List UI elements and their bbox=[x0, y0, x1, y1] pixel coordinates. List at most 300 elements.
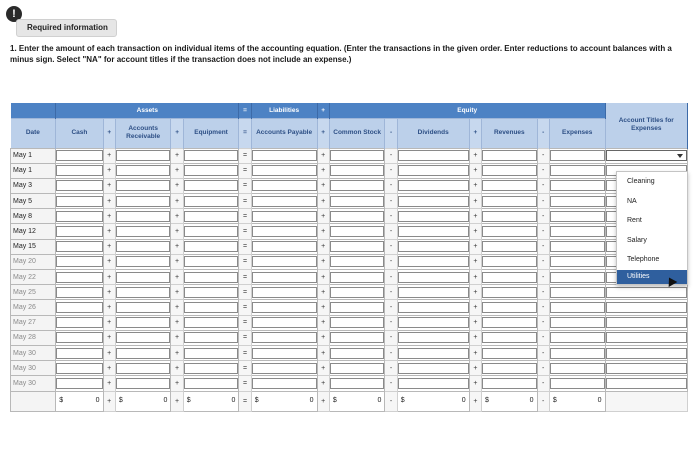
revenues-input[interactable] bbox=[482, 302, 537, 313]
equipment-input[interactable] bbox=[184, 378, 239, 389]
cash-input[interactable] bbox=[56, 211, 102, 222]
expenses-input[interactable] bbox=[550, 332, 605, 343]
plus-operator: + bbox=[103, 254, 115, 269]
common-stock-column-header: Common Stock bbox=[329, 118, 385, 148]
common-stock-input[interactable] bbox=[330, 211, 385, 222]
equals-operator: = bbox=[239, 224, 251, 239]
accounts-receivable-input[interactable] bbox=[116, 180, 171, 191]
equipment-input[interactable] bbox=[184, 363, 239, 374]
plus-operator: + bbox=[103, 270, 115, 285]
plus-operator: + bbox=[469, 391, 481, 411]
equipment-input[interactable] bbox=[184, 287, 239, 298]
column-header-row bbox=[11, 118, 688, 148]
plus-operator: + bbox=[469, 209, 481, 224]
accounts-receivable-input[interactable] bbox=[116, 196, 171, 207]
plus-operator: + bbox=[469, 315, 481, 330]
total-accounts-receivable: $ 0 bbox=[115, 391, 171, 411]
equals-operator: = bbox=[239, 148, 251, 163]
transaction-row bbox=[11, 239, 688, 254]
expenses-input[interactable] bbox=[550, 287, 605, 298]
plus-operator: + bbox=[171, 254, 183, 269]
plus-operator: + bbox=[103, 300, 115, 315]
equipment-input[interactable] bbox=[184, 332, 239, 343]
revenues-input[interactable] bbox=[482, 150, 537, 161]
common-stock-input[interactable] bbox=[330, 180, 385, 191]
transaction-date: May 15 bbox=[11, 239, 56, 254]
plus-operator: + bbox=[317, 315, 329, 330]
equals-operator: = bbox=[239, 285, 251, 300]
transaction-date: May 1 bbox=[11, 163, 56, 178]
cash-input[interactable] bbox=[56, 226, 102, 237]
plus-operator: + bbox=[103, 391, 115, 411]
dropdown-option[interactable]: Cleaning bbox=[627, 178, 655, 185]
account-title-select[interactable] bbox=[606, 332, 687, 343]
cash-input[interactable] bbox=[56, 150, 102, 161]
transaction-rows bbox=[11, 148, 688, 391]
minus-operator: - bbox=[385, 376, 397, 391]
accounts-receivable-input[interactable] bbox=[116, 287, 171, 298]
expenses-input[interactable] bbox=[550, 196, 605, 207]
equipment-input[interactable] bbox=[184, 211, 239, 222]
plus-operator: + bbox=[171, 239, 183, 254]
total-cash: $ 0 bbox=[56, 391, 103, 411]
minus-operator: - bbox=[385, 300, 397, 315]
minus-operator: - bbox=[537, 345, 549, 360]
plus-operator: + bbox=[469, 345, 481, 360]
minus-operator: - bbox=[385, 148, 397, 163]
accounts-payable-input[interactable] bbox=[252, 287, 317, 298]
equity-group-header: Equity bbox=[329, 103, 605, 118]
equals-operator: = bbox=[239, 178, 251, 193]
minus-operator: - bbox=[537, 376, 549, 391]
transaction-row bbox=[11, 270, 688, 285]
revenues-input[interactable] bbox=[482, 256, 537, 267]
transaction-date: May 12 bbox=[11, 224, 56, 239]
cash-input[interactable] bbox=[56, 332, 102, 343]
plus-operator: + bbox=[317, 345, 329, 360]
liabilities-group-header: Liabilities bbox=[251, 103, 317, 118]
transaction-row bbox=[11, 330, 688, 345]
minus-operator: - bbox=[385, 163, 397, 178]
equipment-input[interactable] bbox=[184, 226, 239, 237]
plus-operator: + bbox=[171, 194, 183, 209]
instructions-text: 1. Enter the amount of each transaction on individual items of the accounting equation. (Enter the transactions in the given order. Enter reductions to account balances with a minus sign. Select "NA" for account titles if the transaction does not include an expense.) bbox=[10, 44, 672, 64]
plus-operator: + bbox=[469, 163, 481, 178]
accounts-receivable-input[interactable] bbox=[116, 211, 171, 222]
equipment-input[interactable] bbox=[184, 196, 239, 207]
equals-operator: = bbox=[239, 361, 251, 376]
revenues-input[interactable] bbox=[482, 348, 537, 359]
dividends-input[interactable] bbox=[398, 287, 469, 298]
cash-input[interactable] bbox=[56, 363, 102, 374]
equals-operator: = bbox=[239, 270, 251, 285]
revenues-input[interactable] bbox=[482, 241, 537, 252]
accounts-payable-input[interactable] bbox=[252, 378, 317, 389]
plus-operator: + bbox=[171, 209, 183, 224]
accounts-payable-input[interactable] bbox=[252, 180, 317, 191]
minus-operator: - bbox=[537, 300, 549, 315]
accounts-receivable-input[interactable] bbox=[116, 363, 171, 374]
total-expenses: $ 0 bbox=[549, 391, 605, 411]
plus-operator: + bbox=[171, 118, 183, 148]
account-title-select[interactable] bbox=[606, 363, 687, 374]
common-stock-input[interactable] bbox=[330, 226, 385, 237]
account-titles-header: Account Titles for Expenses bbox=[605, 103, 687, 148]
accounts-payable-input[interactable] bbox=[252, 272, 317, 283]
minus-operator: - bbox=[537, 178, 549, 193]
plus-operator: + bbox=[171, 148, 183, 163]
plus-operator: + bbox=[103, 330, 115, 345]
plus-operator: + bbox=[103, 285, 115, 300]
transaction-date: May 30 bbox=[11, 376, 56, 391]
minus-operator: - bbox=[537, 391, 549, 411]
plus-operator: + bbox=[317, 254, 329, 269]
minus-operator: - bbox=[537, 194, 549, 209]
common-stock-input[interactable] bbox=[330, 378, 385, 389]
accounts-payable-input[interactable] bbox=[252, 196, 317, 207]
transaction-date: May 20 bbox=[11, 254, 56, 269]
plus-operator: + bbox=[469, 270, 481, 285]
minus-operator: - bbox=[537, 270, 549, 285]
accounts-payable-input[interactable] bbox=[252, 363, 317, 374]
plus-operator: + bbox=[469, 148, 481, 163]
transaction-date: May 3 bbox=[11, 178, 56, 193]
dividends-column-header: Dividends bbox=[397, 118, 469, 148]
common-stock-input[interactable] bbox=[330, 150, 385, 161]
expenses-input[interactable] bbox=[550, 317, 605, 328]
transaction-row bbox=[11, 254, 688, 269]
accounts-payable-input[interactable] bbox=[252, 226, 317, 237]
expenses-input[interactable] bbox=[550, 348, 605, 359]
accounts-receivable-input[interactable] bbox=[116, 256, 171, 267]
dividends-input[interactable] bbox=[398, 241, 469, 252]
plus-operator: + bbox=[171, 270, 183, 285]
dropdown-option[interactable]: Rent bbox=[627, 217, 642, 224]
equals-operator: = bbox=[239, 391, 251, 411]
minus-operator: - bbox=[385, 254, 397, 269]
plus-operator: + bbox=[103, 315, 115, 330]
accounts-payable-input[interactable] bbox=[252, 211, 317, 222]
plus-operator: + bbox=[469, 361, 481, 376]
cash-input[interactable] bbox=[56, 196, 102, 207]
plus-operator: + bbox=[171, 376, 183, 391]
dividends-input[interactable] bbox=[398, 165, 469, 176]
plus-operator: + bbox=[469, 300, 481, 315]
plus-operator: + bbox=[171, 391, 183, 411]
transaction-row bbox=[11, 345, 688, 360]
equals-operator: = bbox=[239, 345, 251, 360]
transaction-row bbox=[11, 361, 688, 376]
equipment-input[interactable] bbox=[184, 241, 239, 252]
accounts-payable-input[interactable] bbox=[252, 256, 317, 267]
transaction-date: May 25 bbox=[11, 285, 56, 300]
accounts-payable-input[interactable] bbox=[252, 241, 317, 252]
accounts-receivable-input[interactable] bbox=[116, 317, 171, 328]
accounts-payable-column-header: Accounts Payable bbox=[251, 118, 317, 148]
revenues-input[interactable] bbox=[482, 180, 537, 191]
equipment-input[interactable] bbox=[184, 302, 239, 313]
equipment-column-header: Equipment bbox=[183, 118, 239, 148]
expenses-input[interactable] bbox=[550, 226, 605, 237]
minus-operator: - bbox=[537, 361, 549, 376]
equipment-input[interactable] bbox=[184, 150, 239, 161]
cash-input[interactable] bbox=[56, 287, 102, 298]
accounts-receivable-column-header: Accounts Receivable bbox=[115, 118, 171, 148]
equipment-input[interactable] bbox=[184, 348, 239, 359]
plus-operator: + bbox=[171, 285, 183, 300]
total-accounts-payable: $ 0 bbox=[251, 391, 317, 411]
expenses-input[interactable] bbox=[550, 272, 605, 283]
common-stock-input[interactable] bbox=[330, 196, 385, 207]
minus-operator: - bbox=[385, 224, 397, 239]
equipment-input[interactable] bbox=[184, 256, 239, 267]
minus-operator: - bbox=[385, 239, 397, 254]
plus-operator: + bbox=[103, 239, 115, 254]
plus-operator: + bbox=[171, 361, 183, 376]
transaction-date: May 8 bbox=[11, 209, 56, 224]
equals-operator: = bbox=[239, 163, 251, 178]
equals-operator: = bbox=[239, 376, 251, 391]
cash-input[interactable] bbox=[56, 348, 102, 359]
plus-operator: + bbox=[469, 224, 481, 239]
equipment-input[interactable] bbox=[184, 317, 239, 328]
dividends-input[interactable] bbox=[398, 272, 469, 283]
dropdown-option[interactable]: Telephone bbox=[627, 256, 660, 263]
transaction-row bbox=[11, 163, 688, 178]
accounts-payable-input[interactable] bbox=[252, 150, 317, 161]
transaction-row bbox=[11, 300, 688, 315]
plus-operator: + bbox=[171, 345, 183, 360]
minus-operator: - bbox=[537, 148, 549, 163]
common-stock-input[interactable] bbox=[330, 363, 385, 374]
common-stock-input[interactable] bbox=[330, 332, 385, 343]
accounts-receivable-input[interactable] bbox=[116, 302, 171, 313]
plus-operator: + bbox=[469, 239, 481, 254]
revenues-input[interactable] bbox=[482, 363, 537, 374]
revenues-input[interactable] bbox=[482, 332, 537, 343]
plus-operator: + bbox=[171, 163, 183, 178]
dividends-input[interactable] bbox=[398, 211, 469, 222]
total-equipment: $ 0 bbox=[183, 391, 239, 411]
expenses-input[interactable] bbox=[550, 256, 605, 267]
cash-input[interactable] bbox=[56, 378, 102, 389]
plus-operator: + bbox=[317, 224, 329, 239]
dividends-input[interactable] bbox=[398, 363, 469, 374]
equipment-input[interactable] bbox=[184, 180, 239, 191]
transaction-row bbox=[11, 315, 688, 330]
transaction-row bbox=[11, 224, 688, 239]
account-title-select[interactable] bbox=[606, 348, 687, 359]
accounts-payable-input[interactable] bbox=[252, 165, 317, 176]
expenses-input[interactable] bbox=[550, 378, 605, 389]
minus-operator: - bbox=[385, 194, 397, 209]
expenses-column-header: Expenses bbox=[549, 118, 605, 148]
dividends-input[interactable] bbox=[398, 226, 469, 237]
plus-operator: + bbox=[317, 163, 329, 178]
minus-operator: - bbox=[537, 118, 549, 148]
accounting-equation-table bbox=[10, 103, 688, 412]
plus-operator: + bbox=[317, 300, 329, 315]
transaction-row bbox=[11, 285, 688, 300]
plus-operator: + bbox=[103, 361, 115, 376]
accounts-receivable-input[interactable] bbox=[116, 226, 171, 237]
account-title-select[interactable] bbox=[606, 378, 687, 389]
required-information-tab[interactable]: Required information bbox=[16, 19, 117, 37]
dividends-input[interactable] bbox=[398, 196, 469, 207]
plus-operator: + bbox=[469, 178, 481, 193]
minus-operator: - bbox=[537, 330, 549, 345]
revenues-input[interactable] bbox=[482, 272, 537, 283]
plus-operator: + bbox=[469, 330, 481, 345]
accounts-receivable-input[interactable] bbox=[116, 165, 171, 176]
revenues-input[interactable] bbox=[482, 378, 537, 389]
minus-operator: - bbox=[385, 361, 397, 376]
accounts-payable-input[interactable] bbox=[252, 332, 317, 343]
plus-operator: + bbox=[317, 376, 329, 391]
dropdown-option[interactable]: Salary bbox=[627, 236, 647, 244]
expenses-input[interactable] bbox=[550, 180, 605, 191]
minus-operator: - bbox=[385, 345, 397, 360]
revenues-input[interactable] bbox=[482, 317, 537, 328]
minus-operator: - bbox=[537, 209, 549, 224]
plus-operator: + bbox=[469, 194, 481, 209]
common-stock-input[interactable] bbox=[330, 302, 385, 313]
common-stock-input[interactable] bbox=[330, 317, 385, 328]
minus-operator: - bbox=[385, 330, 397, 345]
dividends-input[interactable] bbox=[398, 150, 469, 161]
minus-operator: - bbox=[537, 315, 549, 330]
cash-input[interactable] bbox=[56, 272, 102, 283]
equals-operator: = bbox=[239, 239, 251, 254]
dividends-input[interactable] bbox=[398, 180, 469, 191]
accounts-receivable-input[interactable] bbox=[116, 150, 171, 161]
common-stock-input[interactable] bbox=[330, 241, 385, 252]
minus-operator: - bbox=[385, 315, 397, 330]
expenses-input[interactable] bbox=[550, 241, 605, 252]
equipment-input[interactable] bbox=[184, 272, 239, 283]
common-stock-input[interactable] bbox=[330, 165, 385, 176]
expenses-input[interactable] bbox=[550, 211, 605, 222]
transaction-date: May 27 bbox=[11, 315, 56, 330]
cash-input[interactable] bbox=[56, 241, 102, 252]
plus-operator: + bbox=[171, 315, 183, 330]
plus-operator: + bbox=[103, 163, 115, 178]
dividends-input[interactable] bbox=[398, 256, 469, 267]
expenses-input[interactable] bbox=[550, 363, 605, 374]
revenues-input[interactable] bbox=[482, 211, 537, 222]
plus-operator: + bbox=[469, 285, 481, 300]
group-header-row bbox=[11, 103, 688, 118]
accounts-payable-input[interactable] bbox=[252, 317, 317, 328]
total-revenues: $ 0 bbox=[482, 391, 538, 411]
plus-operator: + bbox=[317, 285, 329, 300]
minus-operator: - bbox=[385, 391, 397, 411]
equals-operator: = bbox=[239, 330, 251, 345]
transaction-date: May 5 bbox=[11, 194, 56, 209]
accounts-receivable-input[interactable] bbox=[116, 272, 171, 283]
dividends-input[interactable] bbox=[398, 348, 469, 359]
transaction-row bbox=[11, 178, 688, 193]
equipment-input[interactable] bbox=[184, 165, 239, 176]
account-title-select[interactable] bbox=[606, 150, 687, 161]
transaction-row bbox=[11, 194, 688, 209]
total-common-stock: $ 0 bbox=[329, 391, 385, 411]
dropdown-option[interactable]: Utilities bbox=[617, 270, 687, 284]
transaction-date: May 30 bbox=[11, 361, 56, 376]
expenses-input[interactable] bbox=[550, 302, 605, 313]
minus-operator: - bbox=[537, 285, 549, 300]
common-stock-input[interactable] bbox=[330, 348, 385, 359]
plus-operator: + bbox=[103, 194, 115, 209]
accounts-receivable-input[interactable] bbox=[116, 348, 171, 359]
plus-operator: + bbox=[317, 209, 329, 224]
plus-operator: + bbox=[317, 118, 329, 148]
account-title-select[interactable] bbox=[606, 302, 687, 313]
cash-input[interactable] bbox=[56, 256, 102, 267]
transaction-date: May 22 bbox=[11, 270, 56, 285]
expenses-input[interactable] bbox=[550, 150, 605, 161]
revenues-input[interactable] bbox=[482, 287, 537, 298]
plus-operator: + bbox=[103, 345, 115, 360]
revenues-input[interactable] bbox=[482, 165, 537, 176]
plus-operator: + bbox=[317, 194, 329, 209]
account-title-select[interactable] bbox=[606, 317, 687, 328]
expenses-input[interactable] bbox=[550, 165, 605, 176]
minus-operator: - bbox=[385, 178, 397, 193]
plus-operator: + bbox=[317, 239, 329, 254]
cash-input[interactable] bbox=[56, 180, 102, 191]
accounts-receivable-input[interactable] bbox=[116, 332, 171, 343]
plus-operator: + bbox=[103, 209, 115, 224]
equals-operator: = bbox=[239, 254, 251, 269]
minus-operator: - bbox=[385, 209, 397, 224]
cash-input[interactable] bbox=[56, 302, 102, 313]
common-stock-input[interactable] bbox=[330, 272, 385, 283]
transaction-row bbox=[11, 209, 688, 224]
revenues-input[interactable] bbox=[482, 226, 537, 237]
plus-operator: + bbox=[469, 118, 481, 148]
revenues-input[interactable] bbox=[482, 196, 537, 207]
plus-operator: + bbox=[317, 391, 329, 411]
plus-operator: + bbox=[317, 148, 329, 163]
plus-operator: + bbox=[103, 224, 115, 239]
info-icon: ! bbox=[6, 6, 22, 22]
accounts-receivable-input[interactable] bbox=[116, 241, 171, 252]
common-stock-input[interactable] bbox=[330, 287, 385, 298]
equals-operator: = bbox=[239, 209, 251, 224]
totals-row bbox=[11, 391, 688, 411]
cash-input[interactable] bbox=[56, 165, 102, 176]
dividends-input[interactable] bbox=[398, 332, 469, 343]
equals-operator: = bbox=[239, 118, 251, 148]
plus-operator: + bbox=[103, 178, 115, 193]
plus-operator: + bbox=[469, 376, 481, 391]
transaction-row bbox=[11, 148, 688, 163]
cash-input[interactable] bbox=[56, 317, 102, 328]
dropdown-option[interactable]: NA bbox=[627, 197, 637, 205]
plus-operator: + bbox=[469, 254, 481, 269]
accounts-payable-input[interactable] bbox=[252, 348, 317, 359]
accounts-payable-input[interactable] bbox=[252, 302, 317, 313]
accounts-receivable-input[interactable] bbox=[116, 378, 171, 389]
minus-operator: - bbox=[537, 254, 549, 269]
dividends-input[interactable] bbox=[398, 317, 469, 328]
dividends-input[interactable] bbox=[398, 378, 469, 389]
dividends-input[interactable] bbox=[398, 302, 469, 313]
common-stock-input[interactable] bbox=[330, 256, 385, 267]
account-title-select[interactable] bbox=[606, 287, 687, 298]
equals-operator: = bbox=[239, 300, 251, 315]
